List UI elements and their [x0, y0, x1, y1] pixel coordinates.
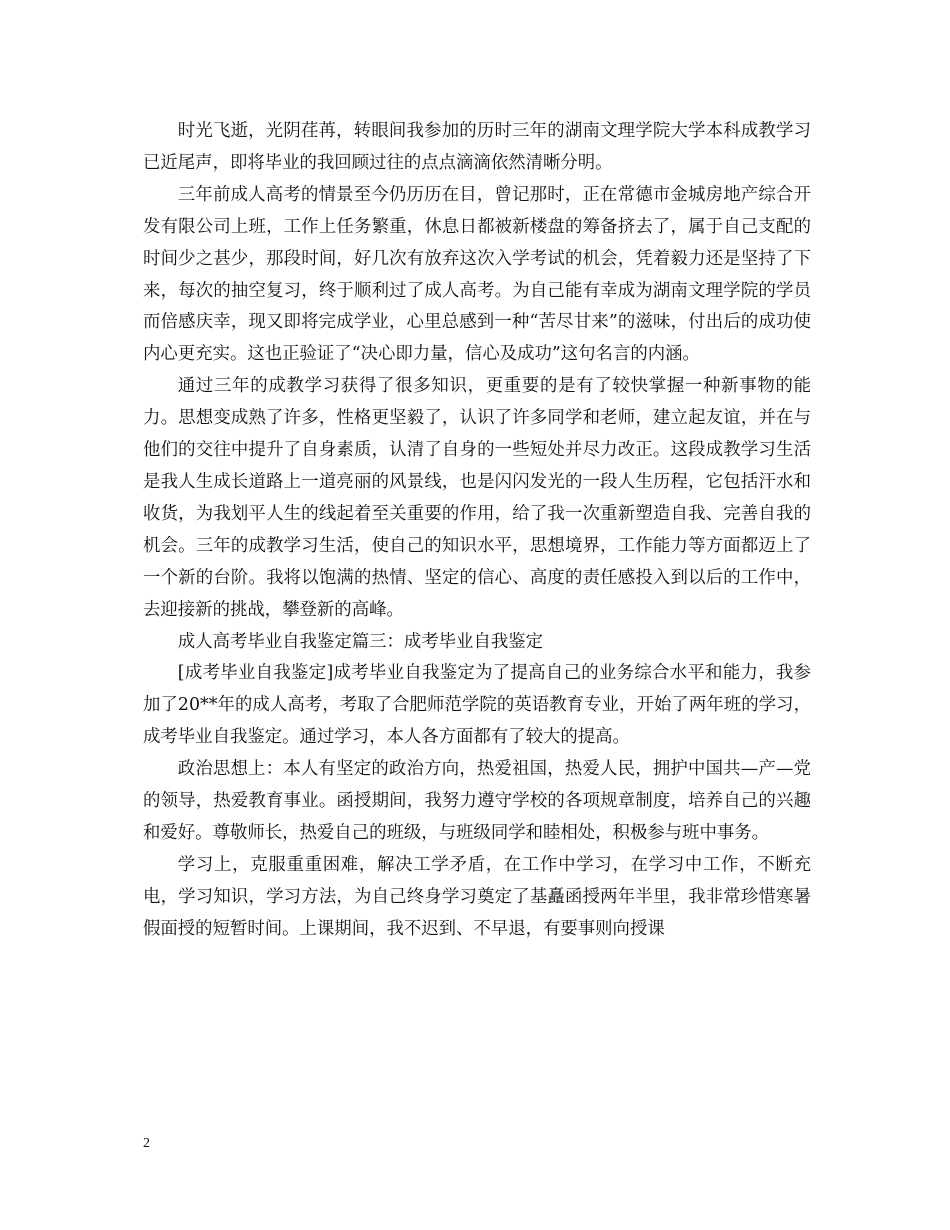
paragraph-entrance-exam: 三年前成人高考的情景至今仍历历在目，曾记那时，正在常德市金城房地产综合开发有限公司上班，工作上任务繁重，休息日都被新楼盘的筹备挤去了，属于自己支配的时间少之甚少，那段时间，好几次有放弃这次入学考试的机会，凭着毅力还是坚持了下来，每次的抽空复习，终于顺利过了成人高考。为自己能有幸成为湖南文理学院的学员而倍感庆幸，现又即将完成学业，心里总感到一种“苦尽甘来”的滋味，付出后的成功使内心更充实。这也正验证了“决心即力量，信心及成功”这句名言的内涵。 [143, 184, 811, 365]
paragraph-self-assessment: [成考毕业自我鉴定]成考毕业自我鉴定为了提高自己的业务综合水平和能力，我参加了20**年的成人高考，考取了合肥师范学院的英语教育专业，开始了两年班的学习，成考毕业自我鉴定。通过学习，本人各方面都有了较大的提高。 [143, 663, 811, 748]
section-heading: 成人高考毕业自我鉴定篇三：成考毕业自我鉴定 [177, 631, 544, 652]
paragraph-intro: 时光飞逝，光阴荏苒，转眼间我参加的历时三年的湖南文理学院大学本科成教学习已近尾声，即将毕业的我回顾过往的点点滴滴依然清晰分明。 [143, 121, 811, 173]
page-number: 2 [143, 1136, 150, 1151]
paragraph-study: 学习上，克服重重困难，解决工学矛盾，在工作中学习，在学习中工作，不断充电，学习知识，学习方法，为自己终身学习奠定了基矗函授两年半里，我非常珍惜寒暑假面授的短暂时间。上课期间，我不迟到、不早退，有要事则向授课 [143, 854, 811, 939]
paragraph-gains: 通过三年的成教学习获得了很多知识，更重要的是有了较快掌握一种新事物的能力。思想变成熟了许多，性格更坚毅了，认识了许多同学和老师，建立起友谊，并在与他们的交往中提升了自身素质，认清了自身的一些短处并尽力改正。这段成教学习生活是我人生成长道路上一道亮丽的风景线，也是闪闪发光的一段人生历程，它包括汗水和收货，为我划平人生的线起着至关重要的作用，给了我一次重新塑造自我、完善自我的机会。三年的成教学习生活，使自己的知识水平，思想境界，工作能力等方面都迈上了一个新的台阶。我将以饱满的热情、坚定的信心、高度的责任感投入到以后的工作中，去迎接新的挑战，攀登新的高峰。 [143, 376, 811, 620]
paragraph-political: 政治思想上：本人有坚定的政治方向，热爱祖国，热爱人民，拥护中国共—产—党的领导，热爱教育事业。函授期间，我努力遵守学校的各项规章制度，培养自己的兴趣和爱好。尊敬师长，热爱自己的班级，与班级同学和睦相处，积极参与班中事务。 [143, 759, 811, 843]
body-text [143, 116, 811, 946]
